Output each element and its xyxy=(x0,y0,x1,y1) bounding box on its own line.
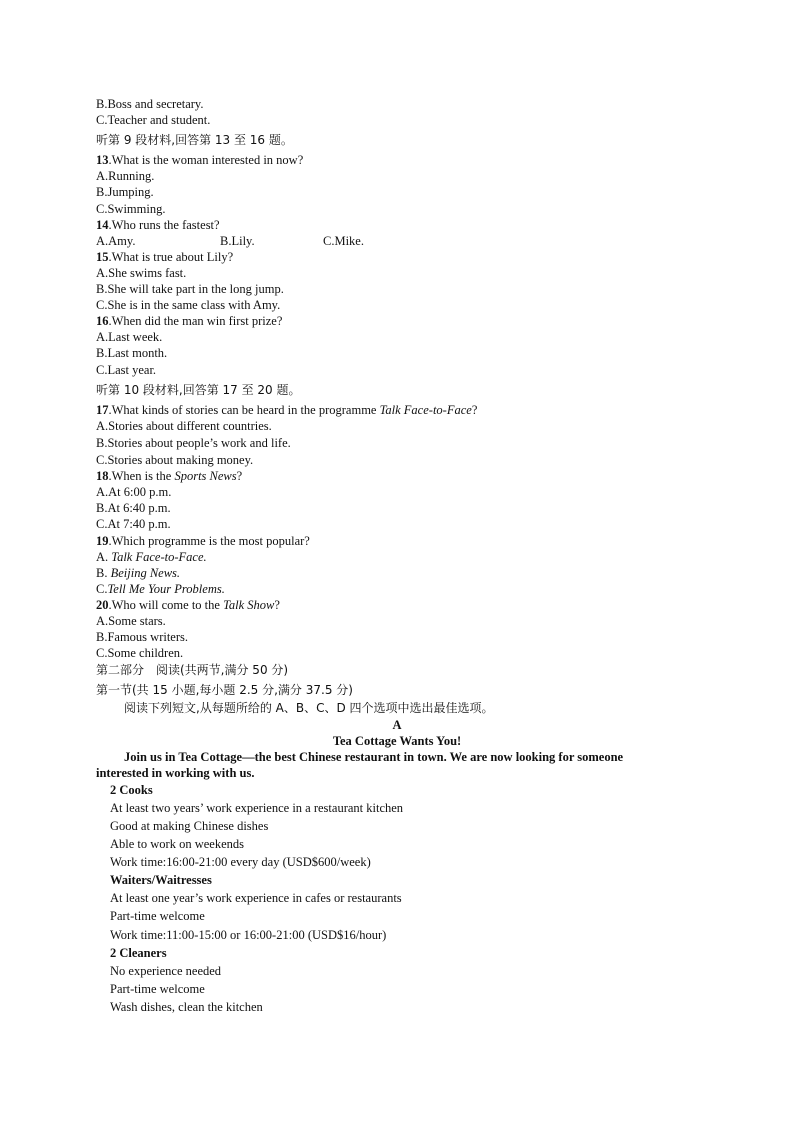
q12-option-c: C.Teacher and student. xyxy=(96,113,211,127)
q20-option-a: A.Some stars. xyxy=(96,614,166,628)
q15-option-b: B.She will take part in the long jump. xyxy=(96,282,284,296)
programme-title: Sports News xyxy=(174,469,237,483)
option-text: Beijing News. xyxy=(110,566,181,580)
q14-option-b: B.Lily. xyxy=(220,234,255,248)
passage-intro-line2: interested in working with us. xyxy=(96,766,255,780)
q18-option-b: B.At 6:40 p.m. xyxy=(96,501,171,515)
question-text: .Who will come to the xyxy=(108,598,224,612)
question-number: 20 xyxy=(96,598,109,612)
programme-title: Talk Show xyxy=(223,598,275,612)
q13-option-a: A.Running. xyxy=(96,169,155,183)
question-18 xyxy=(96,468,242,484)
job-line: Part-time welcome xyxy=(110,982,205,996)
q19-option-b xyxy=(96,565,180,581)
job-heading-cooks: 2 Cooks xyxy=(110,783,153,797)
question-text: .Which programme is the most popular? xyxy=(108,534,310,548)
q16-option-c: C.Last year. xyxy=(96,363,157,377)
question-16 xyxy=(96,313,282,329)
q20-option-c: C.Some children. xyxy=(96,646,184,660)
part2-section1: 第一节(共 15 小题,每小题 2.5 分,满分 37.5 分) xyxy=(96,683,353,697)
question-number: 14 xyxy=(96,218,109,232)
q19-option-a xyxy=(96,549,207,565)
question-mark: ? xyxy=(274,598,280,612)
passage-intro-line1: Join us in Tea Cottage—the best Chinese restaurant in town. We are now looking for someone xyxy=(124,750,624,764)
q12-option-b: B.Boss and secretary. xyxy=(96,97,204,111)
question-text: .Who runs the fastest? xyxy=(108,218,220,232)
question-number: 17 xyxy=(96,403,109,417)
q15-option-a: A.She swims fast. xyxy=(96,266,187,280)
job-line: Able to work on weekends xyxy=(110,837,244,851)
q16-option-b: B.Last month. xyxy=(96,346,168,360)
question-13 xyxy=(96,152,303,168)
option-letter: C. xyxy=(96,582,108,596)
question-number: 15 xyxy=(96,250,109,264)
question-14 xyxy=(96,217,220,233)
section9-header: 听第 9 段材料,回答第 13 至 16 题。 xyxy=(96,133,293,147)
question-text: .What is the woman interested in now? xyxy=(108,153,304,167)
q17-option-a: A.Stories about different countries. xyxy=(96,419,272,433)
question-mark: ? xyxy=(236,469,243,483)
q20-option-b: B.Famous writers. xyxy=(96,630,189,644)
job-line: Work time:11:00-15:00 or 16:00-21:00 (USD$16/hour) xyxy=(110,928,387,942)
part2-title: 第二部分 阅读(共两节,满分 50 分) xyxy=(96,663,289,677)
q13-option-c: C.Swimming. xyxy=(96,202,166,216)
option-text: Talk Face-to-Face. xyxy=(111,550,207,564)
q18-option-c: C.At 7:40 p.m. xyxy=(96,517,171,531)
question-mark: ? xyxy=(471,403,478,417)
question-20 xyxy=(96,597,280,613)
option-text: Tell Me Your Problems. xyxy=(107,582,225,596)
job-line: Good at making Chinese dishes xyxy=(110,819,269,833)
q14-option-a: A.Amy. xyxy=(96,234,136,248)
job-heading-cleaners: 2 Cleaners xyxy=(110,946,167,960)
option-letter: A. xyxy=(96,550,112,564)
question-number: 16 xyxy=(96,314,109,328)
question-text: .When is the xyxy=(108,469,175,483)
section10-header: 听第 10 段材料,回答第 17 至 20 题。 xyxy=(96,383,301,397)
passage-title: Tea Cottage Wants You! xyxy=(332,734,462,748)
q13-option-b: B.Jumping. xyxy=(96,185,154,199)
q16-option-a: A.Last week. xyxy=(96,330,163,344)
question-text: .When did the man win first prize? xyxy=(108,314,283,328)
job-line: Work time:16:00-21:00 every day (USD$600/week) xyxy=(110,855,371,869)
job-line: No experience needed xyxy=(110,964,222,978)
reading-instruction: 阅读下列短文,从每题所给的 A、B、C、D 四个选项中选出最佳选项。 xyxy=(124,701,494,715)
q17-option-c: C.Stories about making money. xyxy=(96,453,254,467)
question-text: .What kinds of stories can be heard in the programme xyxy=(108,403,380,417)
job-line: Wash dishes, clean the kitchen xyxy=(110,1000,263,1014)
passage-letter: A xyxy=(392,718,402,732)
question-number: 18 xyxy=(96,469,109,483)
job-line: At least two years’ work experience in a restaurant kitchen xyxy=(110,801,404,815)
job-heading-waiters: Waiters/Waitresses xyxy=(110,873,212,887)
q17-option-b: B.Stories about people’s work and life. xyxy=(96,436,291,450)
question-number: 13 xyxy=(96,153,109,167)
job-line: Part-time welcome xyxy=(110,909,205,923)
question-19 xyxy=(96,533,310,549)
question-15 xyxy=(96,249,233,265)
q14-option-c: C.Mike. xyxy=(323,234,364,248)
programme-title: Talk Face-to-Face xyxy=(379,403,472,417)
question-17 xyxy=(96,402,477,418)
q15-option-c: C.She is in the same class with Amy. xyxy=(96,298,281,312)
job-line: At least one year’s work experience in cafes or restaurants xyxy=(110,891,402,905)
q19-option-c xyxy=(96,581,225,597)
option-letter: B. xyxy=(96,566,111,580)
question-text: .What is true about Lily? xyxy=(108,250,234,264)
q18-option-a: A.At 6:00 p.m. xyxy=(96,485,172,499)
question-number: 19 xyxy=(96,534,109,548)
